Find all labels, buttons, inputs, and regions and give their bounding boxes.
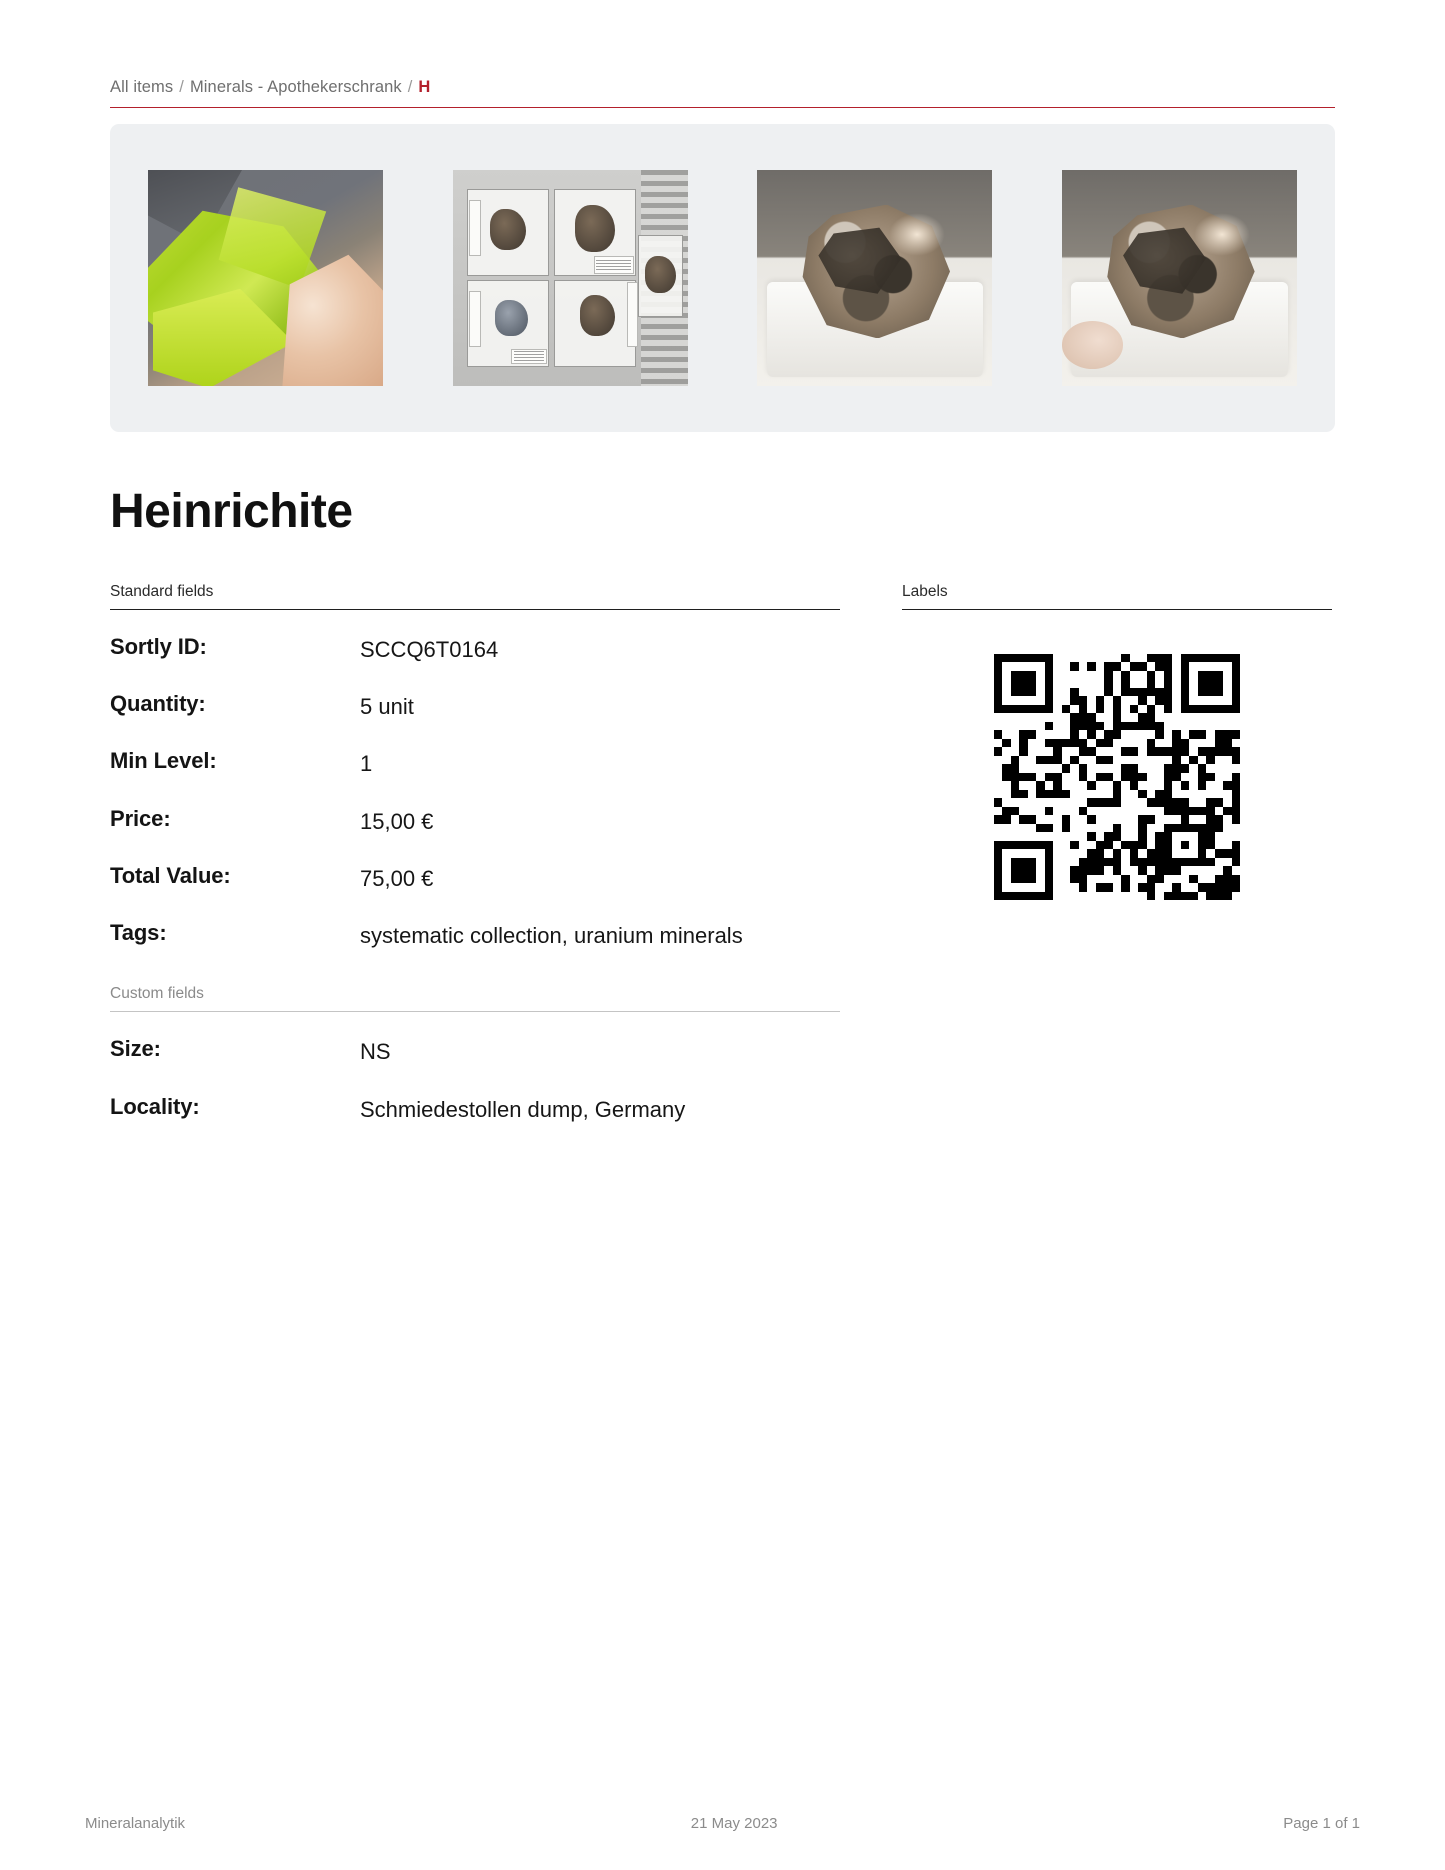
photo-specimen-tray-1[interactable]: [757, 170, 992, 386]
field-label: Size:: [110, 1036, 161, 1062]
custom-fields-list: [110, 1036, 840, 1124]
field-value: 5 unit: [360, 694, 414, 720]
photo-green-crystals-image: [148, 170, 383, 386]
photo-specimen-tray-1-image: [757, 170, 992, 386]
field-value: Schmiedestollen dump, Germany: [360, 1096, 686, 1122]
field-value: systematic collection, uranium minerals: [360, 923, 743, 949]
page-footer: [0, 1815, 1445, 1832]
custom-fields-heading: Custom fields: [110, 985, 840, 1012]
field-row-sortly-id: [110, 634, 840, 665]
field-label: Tags:: [110, 920, 167, 946]
field-row-tags: [110, 920, 840, 951]
footer-center: 21 May 2023: [690, 1815, 778, 1832]
breadcrumb-item-minerals[interactable]: Minerals - Apothekerschrank: [189, 78, 402, 96]
breadcrumb-separator: /: [179, 78, 184, 96]
footer-left: Mineralanalytik: [85, 1815, 186, 1832]
field-row-total-value: [110, 863, 840, 894]
qr-code-wrap: [902, 654, 1332, 900]
breadcrumb-item-all-items[interactable]: All items: [110, 78, 174, 96]
standard-fields-list: [110, 634, 840, 951]
photo-specimen-tray-2-image: [1062, 170, 1297, 386]
field-label: Locality:: [110, 1093, 200, 1119]
field-row-locality: [110, 1094, 840, 1125]
labels-column: [902, 583, 1332, 900]
page-title: Heinrichite: [110, 485, 353, 538]
breadcrumb: [110, 0, 1335, 108]
fields-column: [110, 583, 840, 1151]
breadcrumb-separator: /: [407, 78, 413, 96]
field-value: SCCQ6T0164: [360, 637, 499, 662]
footer-right: Page 1 of 1: [1283, 1815, 1360, 1832]
photo-specimen-boxes[interactable]: [453, 170, 688, 386]
field-label: Quantity:: [110, 691, 206, 717]
field-label: Sortly ID:: [110, 634, 207, 659]
field-row-price: [110, 806, 840, 837]
field-label: Min Level:: [110, 748, 217, 774]
field-value: 15,00 €: [360, 808, 434, 834]
photo-green-crystals[interactable]: [148, 170, 383, 386]
photo-gallery: [110, 124, 1335, 432]
field-label: Price:: [110, 805, 171, 831]
field-row-quantity: [110, 691, 840, 722]
field-value: 1: [360, 751, 373, 777]
content-columns: [110, 583, 1335, 1151]
photo-specimen-boxes-image: [453, 170, 688, 386]
qr-code-icon: [994, 654, 1240, 900]
field-value: NS: [360, 1039, 391, 1065]
standard-fields-heading: Standard fields: [110, 583, 840, 610]
photo-specimen-tray-2[interactable]: [1062, 170, 1297, 386]
field-value: 75,00 €: [360, 865, 434, 891]
field-row-size: [110, 1036, 840, 1067]
field-row-min-level: [110, 748, 840, 779]
labels-heading: Labels: [902, 583, 1332, 610]
breadcrumb-current: H: [418, 78, 431, 96]
field-label: Total Value:: [110, 862, 231, 888]
